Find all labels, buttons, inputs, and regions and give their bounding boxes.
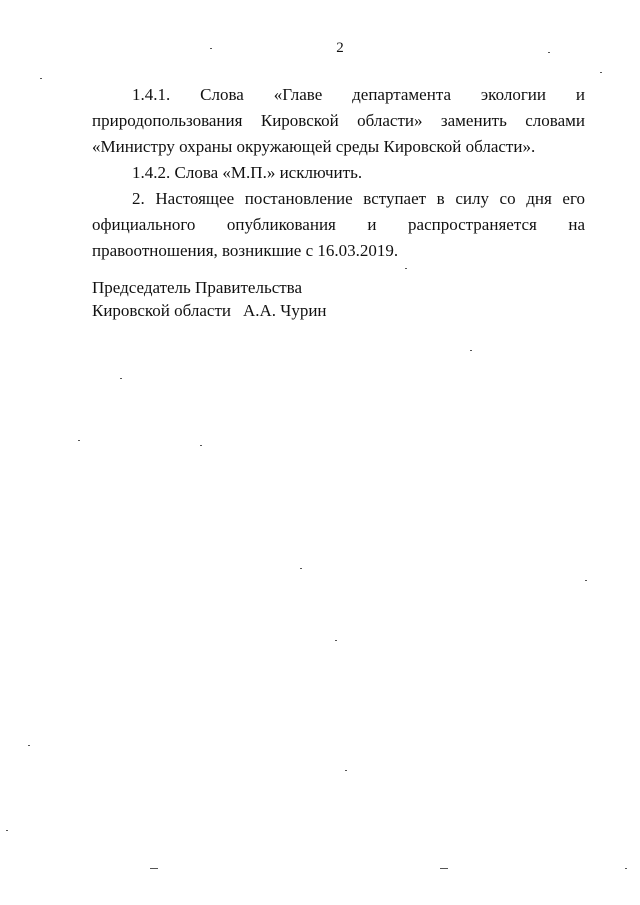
paragraph-1-4-1: 1.4.1. Слова «Главе департамента экологии и природопользования Кировской области» заменить словами «Министру охраны окружающей среды Кировской области». xyxy=(92,85,585,156)
scan-speck xyxy=(28,745,30,746)
scan-speck xyxy=(345,770,347,771)
scan-speck xyxy=(470,350,472,351)
scan-speck xyxy=(300,568,302,569)
scan-speck xyxy=(150,868,158,869)
signature-block xyxy=(92,276,327,322)
scan-speck xyxy=(440,868,448,869)
scan-speck xyxy=(210,48,212,49)
signatory-name: А.А. Чурин xyxy=(242,301,327,320)
scan-speck xyxy=(40,78,42,79)
scan-speck xyxy=(625,868,627,869)
paragraph-2: 2. Настоящее постановление вступает в силу со дня его официального опубликования и распространяется на правоотношения, возникшие с 16.03.2019. xyxy=(92,189,585,260)
signatory-region: Кировской области xyxy=(92,301,231,320)
scan-speck xyxy=(548,52,550,53)
scan-speck xyxy=(6,830,8,831)
scan-speck xyxy=(600,72,602,73)
scan-speck xyxy=(405,268,407,269)
scan-speck xyxy=(78,440,80,441)
signatory-title-line2 xyxy=(92,299,327,322)
scan-speck xyxy=(120,378,122,379)
scan-speck xyxy=(335,640,337,641)
scan-speck xyxy=(200,445,202,446)
signatory-title-line1: Председатель Правительства xyxy=(92,278,303,297)
page-number: 2 xyxy=(336,40,344,56)
scan-speck xyxy=(585,580,587,581)
paragraph-1-4-2: 1.4.2. Слова «М.П.» исключить. xyxy=(132,163,363,182)
